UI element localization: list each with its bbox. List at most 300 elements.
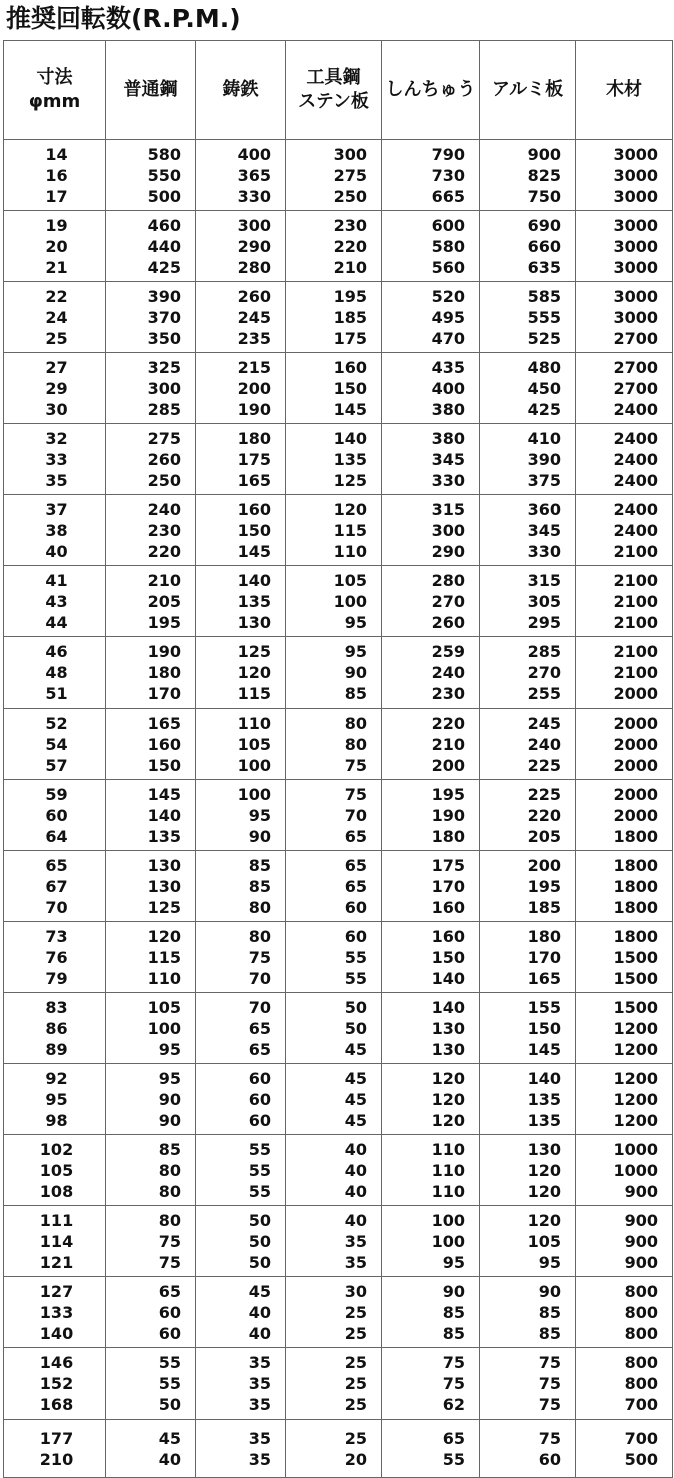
size-value: 83 — [45, 997, 68, 1017]
rpm-value: 205 — [147, 591, 181, 611]
rpm-value: 50 — [248, 1210, 271, 1230]
carbon-steel-cell — [106, 566, 196, 637]
rpm-value: 65 — [158, 1281, 181, 1301]
rpm-value: 800 — [624, 1353, 658, 1372]
rpm-value: 75 — [248, 947, 271, 967]
rpm-value: 195 — [431, 784, 465, 804]
brass-header — [382, 41, 480, 140]
rpm-value: 2100 — [613, 541, 658, 561]
rpm-value: 260 — [237, 286, 271, 306]
size-value: 40 — [45, 541, 68, 561]
table-row-group — [4, 1206, 673, 1277]
rpm-value: 45 — [248, 1281, 271, 1301]
rpm-value: 80 — [158, 1160, 181, 1180]
rpm-value: 115 — [147, 947, 181, 967]
tool-steel-stainless-cell — [286, 1348, 382, 1420]
rpm-value: 65 — [344, 876, 367, 896]
rpm-value: 75 — [538, 1395, 561, 1414]
rpm-value: 120 — [431, 1089, 465, 1109]
rpm-value: 135 — [147, 826, 181, 846]
rpm-value: 285 — [527, 642, 561, 661]
rpm-value: 300 — [333, 144, 367, 164]
rpm-value: 45 — [344, 1039, 367, 1059]
size-cell — [4, 780, 106, 851]
size-value: 52 — [45, 713, 68, 733]
size-value: 46 — [45, 642, 68, 661]
rpm-value: 230 — [333, 215, 367, 235]
rpm-value: 145 — [527, 1039, 561, 1059]
rpm-value: 195 — [527, 876, 561, 896]
rpm-value: 2000 — [613, 713, 658, 733]
brass-cell — [382, 851, 480, 922]
tool-steel-stainless-cell — [286, 780, 382, 851]
header-line: 寸法 — [36, 67, 73, 88]
rpm-value: 730 — [431, 165, 465, 185]
rpm-value: 300 — [431, 520, 465, 540]
rpm-value: 2100 — [613, 570, 658, 590]
size-value: 114 — [39, 1231, 74, 1251]
cast-iron-cell — [196, 282, 286, 353]
rpm-value: 95 — [344, 612, 367, 632]
rpm-value: 665 — [431, 186, 465, 206]
rpm-value: 250 — [147, 470, 181, 490]
cast-iron-cell — [196, 495, 286, 566]
rpm-value: 200 — [527, 855, 561, 875]
rpm-value: 75 — [442, 1353, 465, 1372]
rpm-value: 95 — [158, 1068, 181, 1088]
rpm-value: 750 — [527, 186, 561, 206]
rpm-value: 195 — [147, 612, 181, 632]
rpm-value: 800 — [624, 1281, 658, 1301]
rpm-value: 75 — [344, 784, 367, 804]
rpm-value: 165 — [237, 470, 271, 490]
size-cell — [4, 993, 106, 1064]
rpm-value: 65 — [344, 826, 367, 846]
carbon-steel-cell — [106, 922, 196, 993]
rpm-value: 35 — [248, 1428, 271, 1448]
rpm-value: 65 — [344, 855, 367, 875]
rpm-value: 425 — [147, 257, 181, 277]
rpm-value: 115 — [333, 520, 367, 540]
brass-cell — [382, 495, 480, 566]
table-row-group — [4, 566, 673, 637]
rpm-value: 3000 — [613, 144, 658, 164]
page-title: 推奨回転数(R.P.M.) — [6, 4, 241, 33]
cast-iron-cell — [196, 780, 286, 851]
brass-cell — [382, 1064, 480, 1135]
rpm-value: 290 — [237, 236, 271, 256]
rpm-value: 410 — [527, 428, 561, 448]
tool-steel-stainless-cell — [286, 637, 382, 709]
rpm-value: 135 — [237, 591, 271, 611]
rpm-value: 230 — [431, 684, 465, 703]
wood-cell — [576, 922, 673, 993]
tool-steel-stainless-cell — [286, 1277, 382, 1348]
rpm-value: 100 — [237, 784, 271, 804]
size-value: 64 — [45, 826, 68, 846]
rpm-value: 1800 — [613, 826, 658, 846]
size-value: 25 — [45, 328, 68, 348]
rpm-value: 150 — [237, 520, 271, 540]
rpm-value: 55 — [248, 1181, 271, 1201]
rpm-value: 90 — [158, 1089, 181, 1109]
rpm-value: 400 — [431, 378, 465, 398]
rpm-value: 55 — [344, 968, 367, 988]
wood-cell — [576, 1206, 673, 1277]
rpm-value: 3000 — [613, 186, 658, 206]
size-value: 57 — [45, 755, 68, 775]
header-line: 工具鋼 — [306, 67, 361, 88]
rpm-value: 330 — [431, 470, 465, 490]
table-row-group — [4, 709, 673, 780]
brass-cell — [382, 922, 480, 993]
table-row-group — [4, 993, 673, 1064]
rpm-value: 600 — [431, 215, 465, 235]
cast-iron-cell — [196, 637, 286, 709]
table-row-group — [4, 1135, 673, 1206]
rpm-value: 90 — [538, 1281, 561, 1301]
rpm-value: 80 — [158, 1210, 181, 1230]
rpm-value: 300 — [237, 215, 271, 235]
rpm-value: 85 — [248, 855, 271, 875]
rpm-value: 170 — [147, 684, 181, 703]
cast-iron-cell — [196, 1277, 286, 1348]
rpm-value: 525 — [527, 328, 561, 348]
size-value: 121 — [39, 1252, 74, 1272]
aluminum-cell — [480, 282, 576, 353]
aluminum-cell — [480, 1420, 576, 1478]
rpm-value: 2400 — [613, 470, 658, 490]
header-line: 普通鋼 — [123, 79, 178, 100]
table-row-group — [4, 780, 673, 851]
rpm-value: 690 — [527, 215, 561, 235]
rpm-value: 180 — [237, 428, 271, 448]
carbon-steel-cell — [106, 495, 196, 566]
tool-steel-stainless-cell — [286, 993, 382, 1064]
rpm-value: 1800 — [613, 897, 658, 917]
size-cell — [4, 1348, 106, 1420]
aluminum-cell — [480, 780, 576, 851]
wood-cell — [576, 780, 673, 851]
rpm-value: 140 — [431, 997, 465, 1017]
rpm-value: 40 — [344, 1181, 367, 1201]
rpm-value: 345 — [527, 520, 561, 540]
rpm-value: 85 — [442, 1323, 465, 1343]
rpm-value: 120 — [147, 926, 181, 946]
rpm-value: 80 — [248, 897, 271, 917]
aluminum-cell — [480, 353, 576, 424]
rpm-value: 35 — [344, 1231, 367, 1251]
rpm-value: 1200 — [613, 1110, 658, 1130]
brass-cell — [382, 140, 480, 211]
aluminum-cell — [480, 495, 576, 566]
rpm-value: 60 — [158, 1323, 181, 1343]
cast-iron-cell — [196, 709, 286, 780]
rpm-value: 1200 — [613, 1018, 658, 1038]
rpm-value: 790 — [431, 144, 465, 164]
table-row-group — [4, 1277, 673, 1348]
rpm-value: 70 — [344, 805, 367, 825]
size-cell — [4, 1420, 106, 1478]
rpm-value: 380 — [431, 428, 465, 448]
rpm-value: 520 — [431, 286, 465, 306]
rpm-value: 25 — [344, 1395, 367, 1414]
cast-iron-cell — [196, 566, 286, 637]
rpm-value: 105 — [147, 997, 181, 1017]
brass-cell — [382, 780, 480, 851]
rpm-value: 115 — [237, 684, 271, 703]
brass-cell — [382, 566, 480, 637]
rpm-value: 40 — [344, 1139, 367, 1159]
rpm-value: 550 — [147, 165, 181, 185]
cast-iron-cell — [196, 922, 286, 993]
rpm-value: 50 — [344, 1018, 367, 1038]
rpm-value: 580 — [431, 236, 465, 256]
rpm-value: 130 — [237, 612, 271, 632]
rpm-value: 1500 — [613, 947, 658, 967]
aluminum-cell — [480, 1348, 576, 1420]
rpm-value: 160 — [147, 734, 181, 754]
tool-steel-stainless-cell — [286, 282, 382, 353]
rpm-value: 160 — [333, 357, 367, 377]
tool-steel-stainless-cell — [286, 566, 382, 637]
carbon-steel-cell — [106, 1064, 196, 1135]
rpm-value: 2700 — [613, 328, 658, 348]
cast-iron-cell — [196, 1135, 286, 1206]
rpm-value: 140 — [333, 428, 367, 448]
carbon-steel-header — [106, 41, 196, 140]
rpm-value: 130 — [147, 876, 181, 896]
rpm-value: 65 — [442, 1428, 465, 1448]
size-cell — [4, 637, 106, 709]
carbon-steel-cell — [106, 282, 196, 353]
rpm-value: 345 — [431, 449, 465, 469]
size-value: 86 — [45, 1018, 68, 1038]
rpm-value: 120 — [237, 663, 271, 682]
rpm-value: 100 — [147, 1018, 181, 1038]
rpm-value: 900 — [624, 1231, 658, 1251]
rpm-value: 3000 — [613, 257, 658, 277]
rpm-value: 275 — [147, 428, 181, 448]
wood-cell — [576, 637, 673, 709]
rpm-value: 175 — [237, 449, 271, 469]
header-row — [4, 41, 673, 140]
size-value: 33 — [45, 449, 68, 469]
rpm-value: 660 — [527, 236, 561, 256]
size-cell — [4, 851, 106, 922]
rpm-value: 105 — [333, 570, 367, 590]
size-value: 16 — [45, 165, 68, 185]
rpm-value: 45 — [344, 1110, 367, 1130]
rpm-value: 40 — [344, 1160, 367, 1180]
rpm-value: 125 — [237, 642, 271, 661]
rpm-value: 2100 — [613, 642, 658, 661]
rpm-value: 90 — [158, 1110, 181, 1130]
rpm-value: 55 — [158, 1353, 181, 1372]
rpm-value: 2400 — [613, 499, 658, 519]
cast-iron-cell — [196, 993, 286, 1064]
aluminum-cell — [480, 566, 576, 637]
wood-cell — [576, 211, 673, 282]
rpm-value: 210 — [147, 570, 181, 590]
aluminum-cell — [480, 1064, 576, 1135]
rpm-value: 150 — [431, 947, 465, 967]
rpm-value: 195 — [333, 286, 367, 306]
rpm-value: 150 — [147, 755, 181, 775]
rpm-value: 220 — [147, 541, 181, 561]
rpm-value: 280 — [431, 570, 465, 590]
rpm-value: 500 — [624, 1449, 658, 1469]
size-value: 79 — [45, 968, 68, 988]
cast-iron-cell — [196, 424, 286, 495]
rpm-value: 140 — [431, 968, 465, 988]
table-body — [4, 140, 673, 1478]
brass-cell — [382, 637, 480, 709]
rpm-value: 1200 — [613, 1068, 658, 1088]
rpm-value: 2400 — [613, 449, 658, 469]
rpm-value: 205 — [527, 826, 561, 846]
rpm-value: 190 — [147, 642, 181, 661]
rpm-value: 130 — [527, 1139, 561, 1159]
carbon-steel-cell — [106, 1277, 196, 1348]
rpm-value: 85 — [344, 684, 367, 703]
rpm-value: 175 — [431, 855, 465, 875]
rpm-value: 200 — [431, 755, 465, 775]
size-header — [4, 41, 106, 140]
size-value: 73 — [45, 926, 68, 946]
aluminum-cell — [480, 211, 576, 282]
rpm-value: 365 — [237, 165, 271, 185]
rpm-value: 580 — [147, 144, 181, 164]
rpm-value: 45 — [344, 1068, 367, 1088]
rpm-value: 245 — [237, 307, 271, 327]
rpm-value: 180 — [147, 663, 181, 682]
size-value: 30 — [45, 399, 68, 419]
rpm-value: 160 — [237, 499, 271, 519]
wood-cell — [576, 566, 673, 637]
rpm-value: 825 — [527, 165, 561, 185]
rpm-value: 60 — [538, 1449, 561, 1469]
rpm-value: 140 — [147, 805, 181, 825]
brass-cell — [382, 211, 480, 282]
rpm-value: 170 — [431, 876, 465, 896]
rpm-value: 165 — [527, 968, 561, 988]
rpm-value: 100 — [333, 591, 367, 611]
wood-cell — [576, 282, 673, 353]
brass-cell — [382, 1348, 480, 1420]
cast-iron-cell — [196, 211, 286, 282]
cast-iron-cell — [196, 1348, 286, 1420]
rpm-value: 2400 — [613, 399, 658, 419]
wood-cell — [576, 424, 673, 495]
rpm-value: 900 — [624, 1181, 658, 1201]
rpm-value: 120 — [431, 1068, 465, 1088]
size-value: 14 — [45, 144, 68, 164]
rpm-value: 65 — [248, 1018, 271, 1038]
rpm-value: 40 — [158, 1449, 181, 1469]
rpm-value: 40 — [344, 1210, 367, 1230]
rpm-value: 95 — [538, 1252, 561, 1272]
rpm-value: 180 — [527, 926, 561, 946]
carbon-steel-cell — [106, 424, 196, 495]
size-value: 20 — [45, 236, 68, 256]
rpm-value: 85 — [442, 1302, 465, 1322]
size-value: 65 — [45, 855, 68, 875]
rpm-value: 25 — [344, 1428, 367, 1448]
size-value: 70 — [45, 897, 68, 917]
table-row-group — [4, 353, 673, 424]
rpm-value: 30 — [344, 1281, 367, 1301]
rpm-value: 75 — [538, 1428, 561, 1448]
rpm-value: 200 — [237, 378, 271, 398]
aluminum-cell — [480, 1277, 576, 1348]
rpm-value: 1000 — [613, 1160, 658, 1180]
size-cell — [4, 709, 106, 780]
rpm-value: 190 — [237, 399, 271, 419]
cast-iron-cell — [196, 1420, 286, 1478]
rpm-value: 495 — [431, 307, 465, 327]
rpm-value: 270 — [431, 591, 465, 611]
rpm-value: 75 — [158, 1252, 181, 1272]
rpm-value: 375 — [527, 470, 561, 490]
size-value: 133 — [39, 1302, 74, 1322]
rpm-value: 175 — [333, 328, 367, 348]
rpm-value: 255 — [527, 684, 561, 703]
rpm-value: 800 — [624, 1302, 658, 1322]
rpm-value: 260 — [147, 449, 181, 469]
rpm-value: 2000 — [613, 805, 658, 825]
brass-cell — [382, 993, 480, 1064]
table-row-group — [4, 1420, 673, 1478]
rpm-value: 2100 — [613, 591, 658, 611]
size-value: 19 — [45, 215, 68, 235]
cast-iron-cell — [196, 851, 286, 922]
carbon-steel-cell — [106, 637, 196, 709]
rpm-value: 1500 — [613, 997, 658, 1017]
rpm-value: 585 — [527, 286, 561, 306]
carbon-steel-cell — [106, 993, 196, 1064]
rpm-value: 60 — [248, 1110, 271, 1130]
rpm-value: 60 — [248, 1089, 271, 1109]
rpm-value: 555 — [527, 307, 561, 327]
rpm-value: 800 — [624, 1374, 658, 1393]
tool-steel-stainless-cell — [286, 353, 382, 424]
carbon-steel-cell — [106, 1206, 196, 1277]
carbon-steel-cell — [106, 709, 196, 780]
rpm-value: 2400 — [613, 520, 658, 540]
cast-iron-cell — [196, 1206, 286, 1277]
rpm-value: 150 — [527, 1018, 561, 1038]
rpm-value: 3000 — [613, 307, 658, 327]
rpm-value: 260 — [431, 612, 465, 632]
rpm-value: 40 — [248, 1323, 271, 1343]
tool-steel-stainless-cell — [286, 211, 382, 282]
rpm-value: 105 — [527, 1231, 561, 1251]
rpm-value: 170 — [527, 947, 561, 967]
rpm-value: 160 — [431, 926, 465, 946]
size-value: 102 — [39, 1139, 74, 1159]
tool-steel-stainless-cell — [286, 1135, 382, 1206]
cast-iron-header — [196, 41, 286, 140]
carbon-steel-cell — [106, 1135, 196, 1206]
rpm-value: 3000 — [613, 236, 658, 256]
size-cell — [4, 424, 106, 495]
wood-cell — [576, 495, 673, 566]
size-value: 92 — [45, 1068, 68, 1088]
rpm-value: 3000 — [613, 286, 658, 306]
header-line: 木材 — [606, 79, 642, 100]
header-line: 鋳鉄 — [222, 79, 259, 100]
